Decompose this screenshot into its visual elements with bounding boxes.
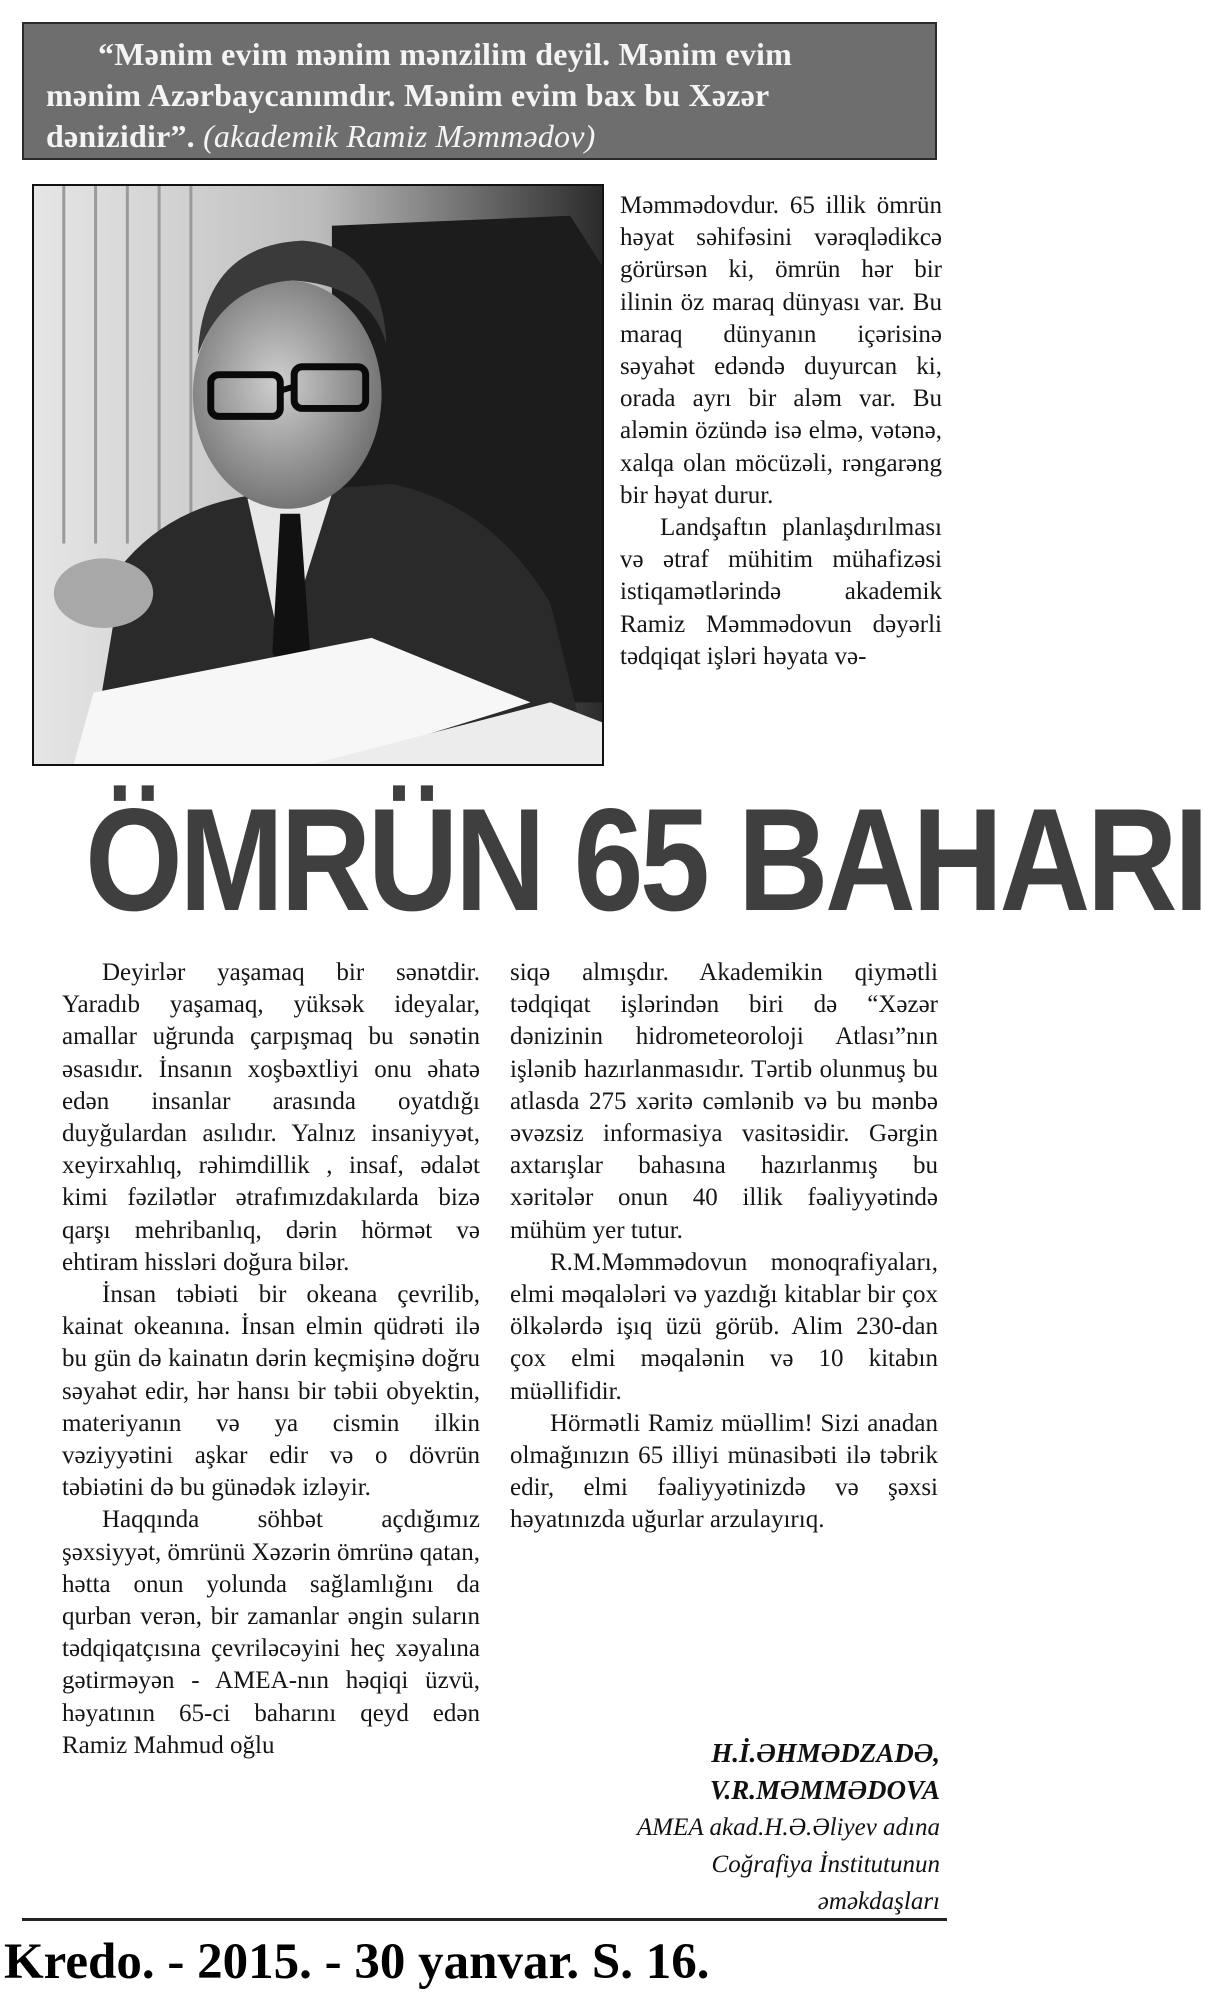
left-column <box>62 957 480 1762</box>
source-citation: Kredo. - 2015. - 30 yanvar. S. 16. <box>4 1934 710 1990</box>
author-signature <box>500 1735 940 1920</box>
quote-author: (akademik Ramiz Məmmədov) <box>203 118 596 154</box>
quote-banner <box>22 22 937 160</box>
quote-line-2: mənim Azərbaycanımdır. Mənim evim bax bu Xəzər <box>46 77 770 113</box>
right-column <box>510 957 938 1537</box>
right-top-paragraph-2: Landşaftın planlaşdırılması və ətraf mühitim mühafizəsi istiqamətlərində akademik Ramiz Məmmədovun dəyərli tədqiqat işləri həyata və- <box>620 514 942 670</box>
author-name-2: V.R.MƏMMƏDOVA <box>709 1775 940 1805</box>
author-name-1: H.İ.ƏHMƏDZADƏ, <box>711 1738 940 1768</box>
right-paragraph-2: R.M.Məmmədovun monoqrafiyaları, elmi məqalələri və yazdığı kitablar bir çox ölkələrdə işıq üzü görüb. Alim 230-dan çox elmi məqalənin və 10 kitabın müəllifidir. <box>510 1248 938 1405</box>
left-paragraph-1: Deyirlər yaşamaq bir sənətdir. Yaradıb yaşamaq, yüksək ideyalar, amallar uğrunda çarpışmaq bu sənətin əsasıdır. İnsanın xoşbəxtliyi onu əhatə edən insanlar arasında oyatdığı duyğulardan asılıdır. Yalnız insaniyyət, xeyirxahlıq, rəhimdillik , insaf, ədalət kimi fəzilətlər ətrafımızdakılarda bizə qarşı mehribanlıq, dərin hörmət və ehtiram hissləri doğura bilər. <box>62 959 480 1276</box>
portrait-photo <box>32 184 604 766</box>
right-paragraph-1: siqə almışdır. Akademikin qiymətli tədqiqat işlərindən biri də “Xəzər dənizinin hidrometeoroloji Atlası”nın işlənib hazırlanmasıdır. Tərtib olunmuş bu atlasda 275 xəritə cəmlənib və bu mənbə əvəzsiz informasiya vasitəsidir. Gərgin axtarışlar bahasına hazırlanmış bu xəritələr onun 40 illik fəaliyyətində mühüm yer tutur. <box>510 959 938 1244</box>
quote-text <box>46 34 917 157</box>
quote-line-1: “Mənim evim mənim mənzilim deyil. Mənim evim <box>98 36 792 72</box>
article-headline: ÖMRÜN 65 BAHARI <box>85 778 1205 941</box>
affiliation-line-3: əməkdaşları <box>817 1888 940 1915</box>
affiliation-line-1: AMEA akad.H.Ə.Əliyev adına <box>637 1814 940 1841</box>
right-paragraph-3: Hörmətli Ramiz müəllim! Sizi anadan olmağınızın 65 illiyi münasibəti ilə təbrik edir, elmi fəaliyyətinizdə və şəxsi həyatınızda uğurlar arzulayırıq. <box>510 1409 938 1534</box>
quote-line-3: dənizidir”. <box>46 118 195 154</box>
portrait-illustration <box>34 186 602 764</box>
left-paragraph-2: İnsan təbiəti bir okeana çevrilib, kainat okeanına. İnsan elmin qüdrəti ilə bu gün də kainatın dərin keçmişinə doğru səyahət edir, hər hansı bir təbii obyektin, materiyanın və ya cismin ilkin vəziyyətini aşkar edir və o dövrün təbiətini də bu günədək izləyir. <box>62 1281 480 1502</box>
right-top-paragraph-1: Məmmədovdur. 65 illik ömrün həyat səhifəsini vərəqlədikcə görürsən ki, ömrün hər bir ilinin öz maraq dünyası var. Bu maraq dünyanın içərisinə səyahət edəndə duyurcan ki, orada ayrı bir aləm var. Bu aləmin özündə isə elmə, vətənə, xalqa olan möcüzəli, rəngarəng bir həyat durur. <box>620 192 942 509</box>
affiliation-line-2: Coğrafiya İnstitutunun <box>711 1851 940 1878</box>
bottom-divider <box>22 1918 947 1921</box>
left-paragraph-3: Haqqında söhbət açdığımız şəxsiyyət, ömrünü Xəzərin ömrünə qatan, hətta onun yolunda sağlamlığını da qurban verən, bir zamanlar əngin suların tədqiqatçısına çevriləcəyini heç xəyalına gətirməyən - AMEA-nın həqiqi üzvü, həyatının 65-ci baharını qeyd edən Ramiz Mahmud oğlu <box>62 1506 480 1759</box>
right-top-column <box>620 190 942 673</box>
